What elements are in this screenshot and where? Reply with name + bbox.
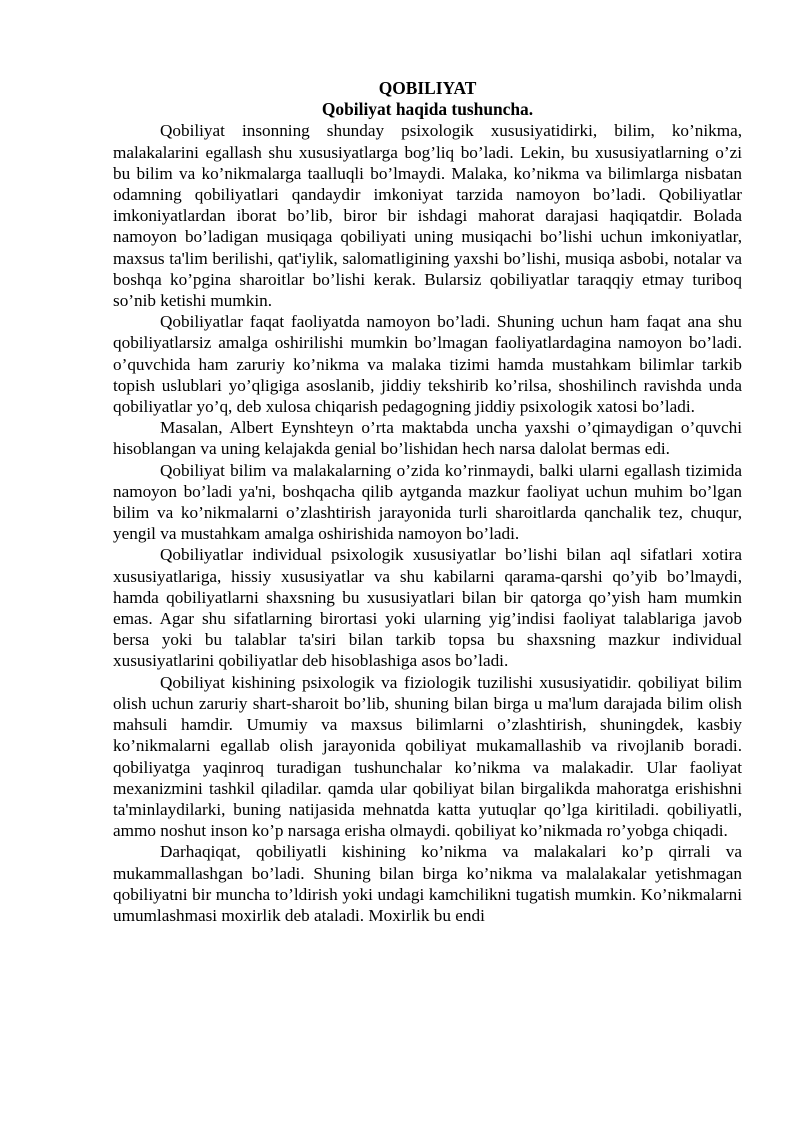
paragraph-7: Darhaqiqat, qobiliyatli kishining ko’nikma va malakalari ko’p qirrali va mukammallashgan bo’ladi. Shuning bilan birga ko’nikma va malalakalar yetishmagan qobiliyatni bir muncha to’ldirish yoki undagi kamchilikni tugatish mumkin. Ko’nikmalarni umumlashmasi moxirlik deb ataladi. Moxirlik bu endi: [113, 842, 742, 925]
paragraph-6: Qobiliyat kishining psixologik va fiziologik tuzilishi xususiyatidir. qobiliyat bilim olish uchun zaruriy shart-sharoit bo’lib, shuning bilan birga u ma'lum darajada bilim olish mahsuli hamdir. Umumiy va maxsus bilimlarni o’zlashtirish, shuningdek, kasbiy ko’nikmalarni egallab olish jarayonida qobiliyat mukamallashib va rivojlanib boradi. qobiliyatga yaqinroq turadigan tushunchalar ko’nikma va malakadir. Ular faoliyat mexanizmini tashkil qiladilar. qamda ular qobiliyat bilan birgalikda mahoratga erishishni ta'minlaydilarki, buning natijasida mehnatda katta yutuqlar qo’lga kiritiladi. qobiliyatli, ammo noshut inson ko’p narsaga erisha olmaydi. qobiliyat ko’nikmada ro’yobga chiqadi.: [113, 672, 742, 841]
paragraph-1: Qobiliyat insonning shunday psixologik xususiyatidirki, bilim, ko’nikma, malakalarini egallash shu xususiyatlarga bog’liq bo’ladi. Lekin, bu xususiyatlarning o’zi bu bilim va ko’nikmalarga taalluqli bo’lmaydi. Malaka, ko’nikma va bilimlarga nisbatan odamning qobiliyatlari qandaydir imkoniyat tarzida namoyon bo’ladi. Qobiliyatlar imkoniyatlardan iborat bo’lib, biror bir ishdagi mahorat darajasi haqiqatdir. Bolada namoyon bo’ladigan musiqaga qobiliyati uning musiqachi bo’lishi uchun imkoniyatlar, maxsus ta'lim berilishi, qat'iylik, salomatligining yaxshi bo’lishi, musiqa asbobi, notalar va boshqa ko’pgina sharoitlar bo’lishi kerak. Bularsiz qobiliyatlar taraqqiy etmay turiboq so’nib ketishi mumkin.: [113, 121, 742, 311]
paragraph-5: Qobiliyatlar individual psixologik xususiyatlar bo’lishi bilan aql sifatlari xotira xususiyatlariga, hissiy xususiyatlar va shu kabilarni qarama-qarshi qo’yib bo’lmaydi, hamda qobiliyatlarni shaxsning bu xususiyatlari bilan bir qatorga qo’yish ham mumkin emas. Agar shu sifatlarning birortasi yoki ularning yig’indisi faoliyat talablariga javob bersa yoki bu talablar ta'siri bilan tarkib topsa bu shaxsning mazkur individual xususiyatlarini qobiliyatlar deb hisoblashiga asos bo’ladi.: [113, 545, 742, 671]
paragraph-4: Qobiliyat bilim va malakalarning o’zida ko’rinmaydi, balki ularni egallash tizimida namoyon bo’ladi ya'ni, boshqacha qilib aytganda mazkur faoliyat uchun muhim bo’lgan bilim va ko’nikmalarni o’zlashtirish jarayonida turli sharoitlarda qanchalik tez, chuqur, yengil va mustahkam amalga oshirishida namoyon bo’ladi.: [113, 460, 742, 544]
document-page: [113, 78, 742, 926]
document-title: QOBILIYAT: [378, 78, 477, 98]
document-subtitle: Qobiliyat haqida tushuncha.: [321, 99, 534, 120]
paragraph-2: Qobiliyatlar faqat faoliyatda namoyon bo’ladi. Shuning uchun ham faqat ana shu qobiliyatlarsiz amalga oshirilishi mumkin bo’lmagan faoliyatlardagina namoyon bo’ladi. o’quvchida ham zaruriy ko’nikma va malaka tizimi hamda mustahkam bilimlar tarkib topish uslublari yo’qligiga asoslanib, jiddiy tekshirib ko’rilsa, shoshilinch ravishda unda qobiliyatlar yo’q, deb xulosa chiqarish pedagogning jiddiy psixologik xatosi bo’ladi.: [113, 312, 742, 417]
paragraph-3: Masalan, Albert Eynshteyn o’rta maktabda uncha yaxshi o’qimaydigan o’quvchi hisoblangan va uning kelajakda genial bo’lishidan hech narsa dalolat bermas edi.: [113, 418, 742, 459]
